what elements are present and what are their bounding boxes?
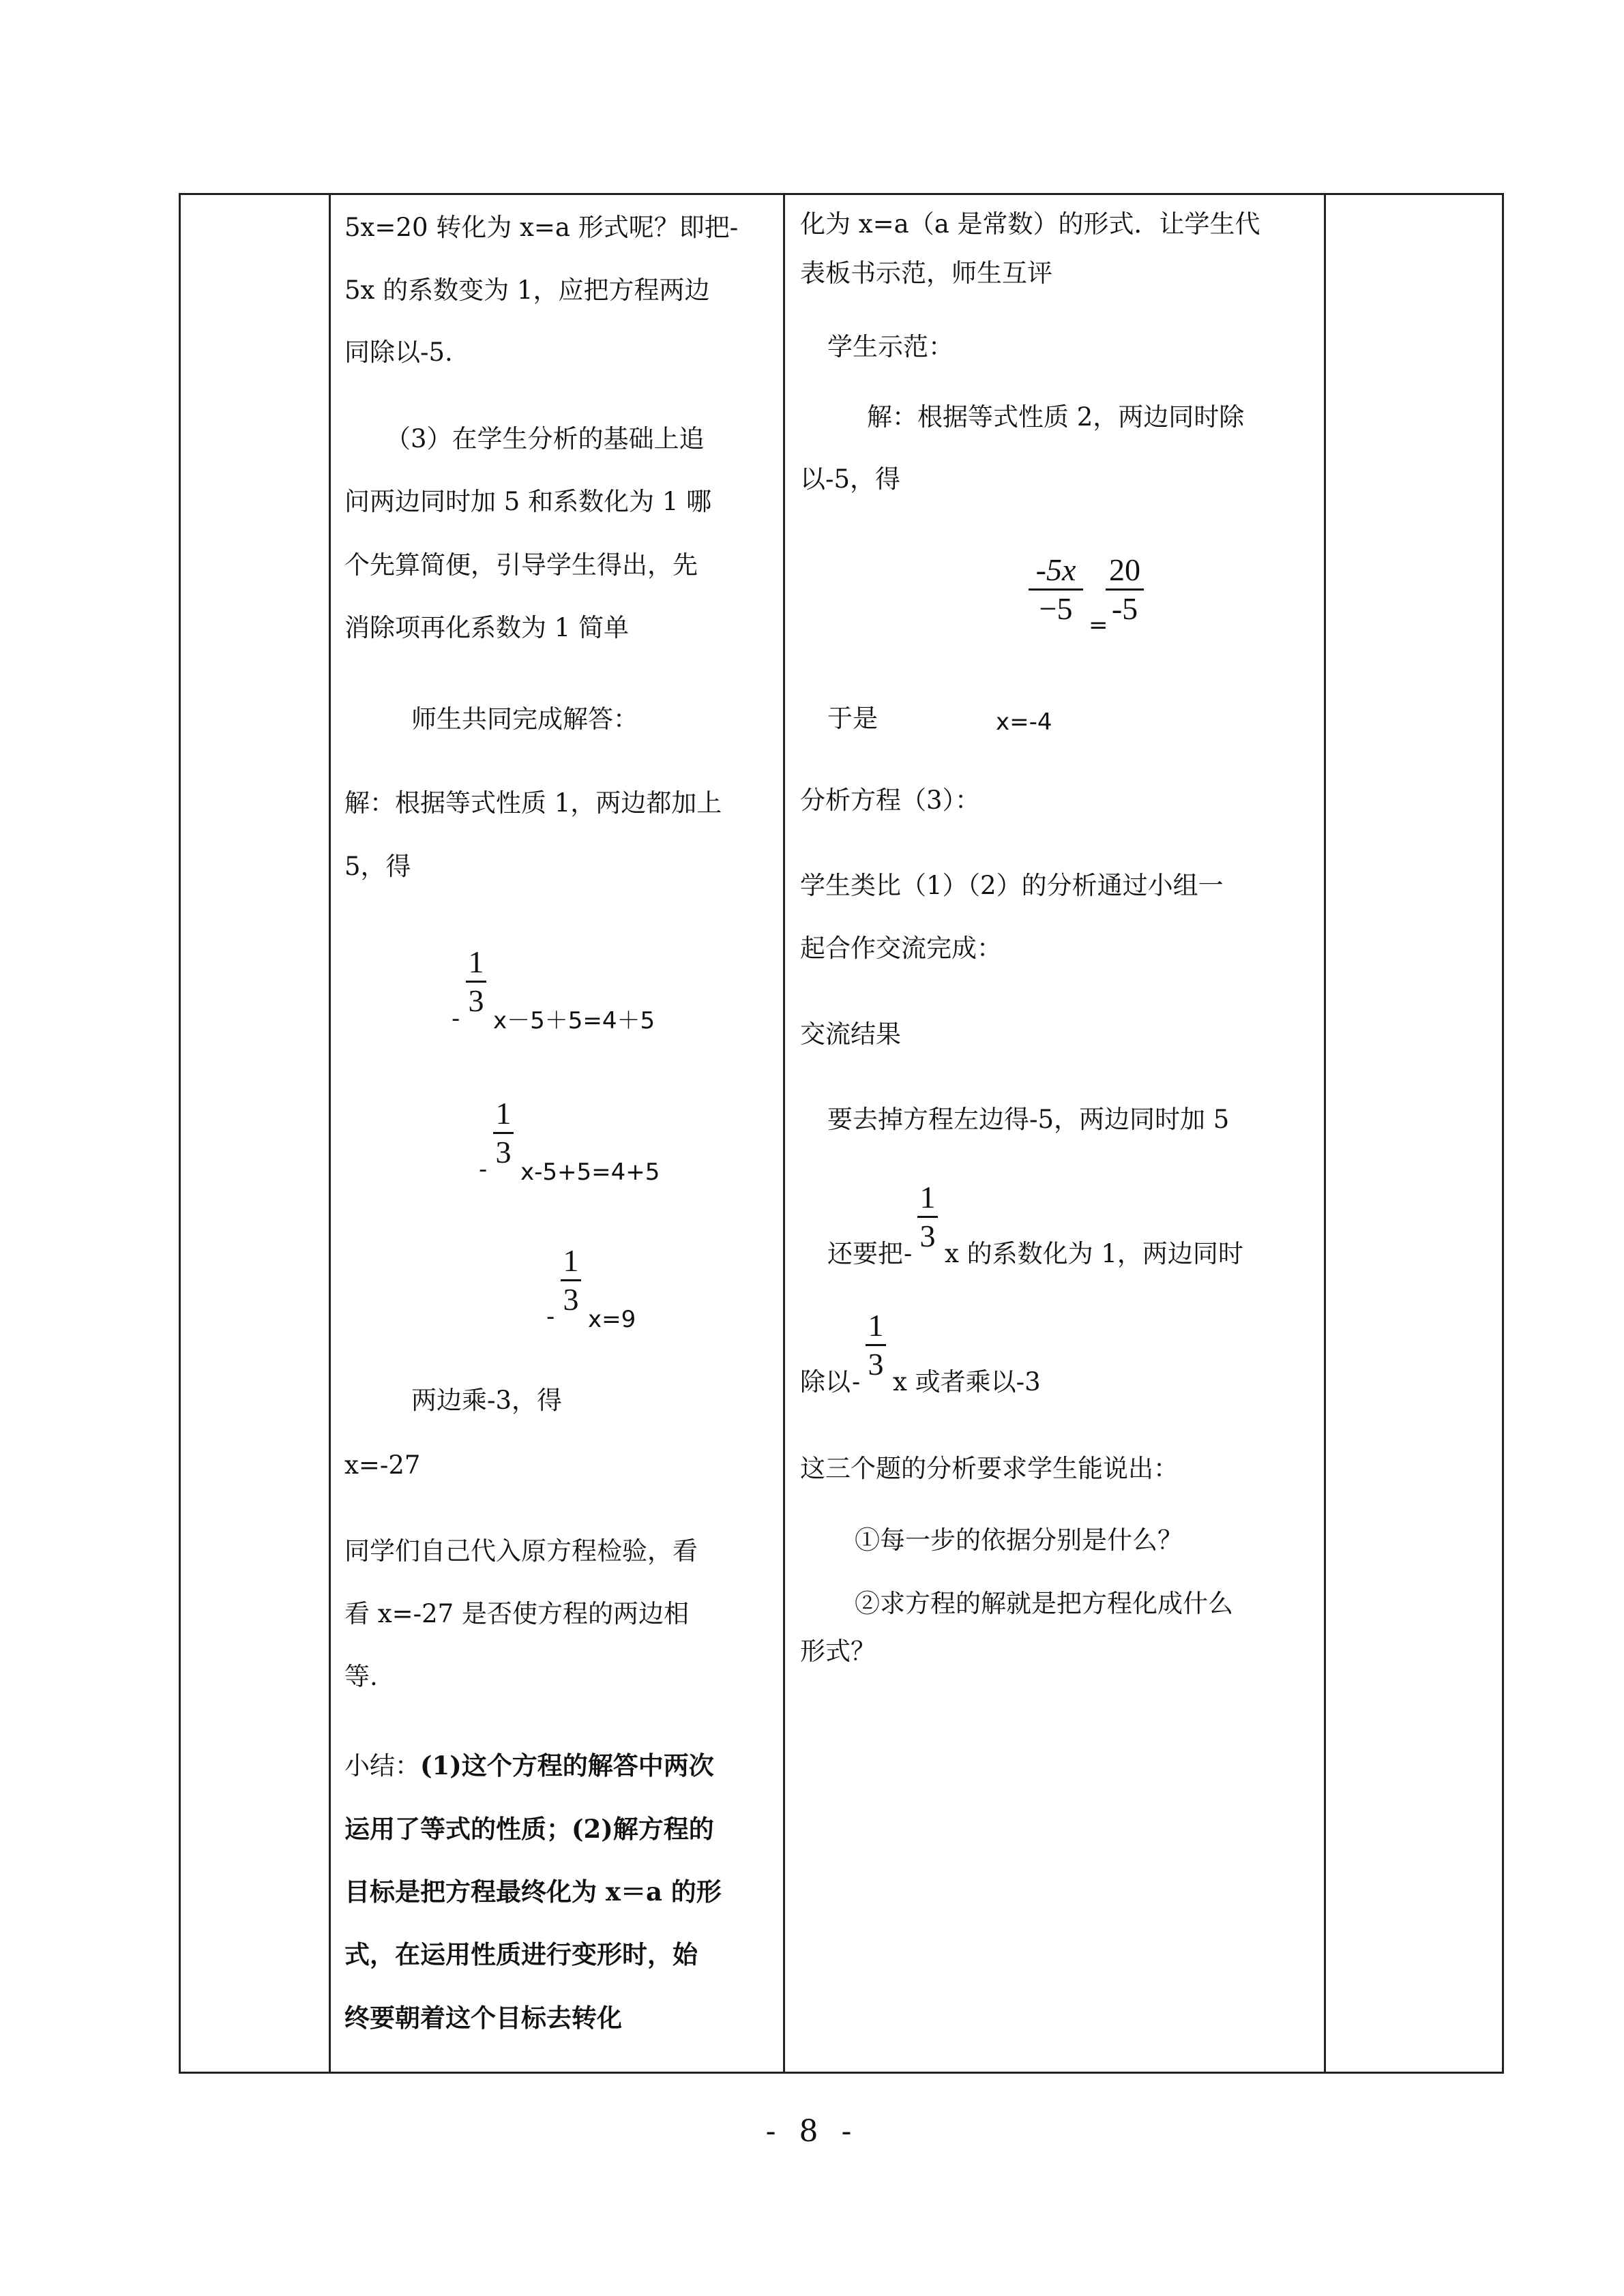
text-line: 学生示范： (827, 332, 954, 361)
fraction-bar (561, 1279, 581, 1281)
fraction-numerator: 1 (919, 1180, 936, 1214)
text-line: 师生共同完成解答： (411, 704, 638, 734)
column-divider (1324, 195, 1326, 2072)
text-line: 消除项再化系数为 1 简单 (344, 613, 630, 642)
minus-sign: - (546, 1303, 555, 1330)
minus-sign: - (852, 1369, 861, 1396)
fraction-bar (1029, 588, 1083, 591)
text-line: ②求方程的解就是把方程化成什么 (855, 1589, 1233, 1618)
text-line: 分析方程（3）： (800, 786, 981, 815)
summary-line: 目标是把方程最终化为 x＝a 的形 (344, 1877, 722, 1907)
fraction-left (1029, 553, 1083, 626)
fraction-numerator: 1 (563, 1243, 579, 1278)
fraction-one-third (866, 1309, 886, 1382)
text-line: x 的系数化为 1，两边同时 (945, 1239, 1243, 1268)
fraction-one-third (466, 945, 486, 1018)
text-line: 还要把 (827, 1239, 903, 1268)
text-line: x 或者乘以-3 (893, 1367, 1041, 1397)
text-line: 5x=20 转化为 x=a 形式呢？即把- (344, 213, 739, 242)
text-line: 于是 (827, 704, 878, 733)
fraction-numerator: 20 (1109, 552, 1140, 587)
fraction-bar (917, 1216, 938, 1218)
fraction-bar (1106, 588, 1144, 591)
summary-line: 运用了等式的性质；(2)解方程的 (344, 1814, 714, 1844)
text-line: （3）在学生分析的基础上追 (385, 424, 705, 453)
text-line: x=-27 (344, 1450, 421, 1480)
equation-rest: x-5+5=4+5 (520, 1159, 660, 1186)
fraction-bar (466, 981, 486, 983)
fraction-one-third (493, 1097, 514, 1169)
equation-rest: x－5＋5=4＋5 (493, 1007, 655, 1034)
text-line: 表板书示范，师生互评 (800, 258, 1052, 288)
text-line: 问两边同时加 5 和系数化为 1 哪 (344, 487, 712, 516)
fraction-numerator: 1 (495, 1096, 512, 1131)
equals-sign: = (1089, 612, 1108, 639)
minus-sign: - (452, 1005, 460, 1032)
text-line: 同学们自己代入原方程检验，看 (344, 1536, 698, 1566)
fraction-denominator: 3 (919, 1219, 936, 1253)
text-line: 5x 的系数变为 1，应把方程两边 (344, 275, 710, 305)
text-line: 形式？ (800, 1637, 876, 1666)
fraction-bar (866, 1344, 886, 1346)
fraction-numerator: -5x (1035, 552, 1076, 587)
fraction-denominator: -5 (1111, 591, 1138, 626)
fraction-denominator: 3 (468, 983, 484, 1018)
text-line: 除以 (800, 1367, 851, 1397)
text-line: 以-5，得 (800, 464, 901, 494)
lesson-table (179, 193, 1504, 2074)
text-line: 解：根据等式性质 2，两边同时除 (867, 402, 1245, 432)
teacher-activity-cell (344, 195, 774, 2072)
text-line: 学生类比（1）（2）的分析通过小组一 (800, 871, 1224, 900)
fraction-denominator: 3 (495, 1135, 512, 1169)
fraction-one-third (917, 1180, 938, 1253)
text-line: 解：根据等式性质 1，两边都加上 (344, 788, 722, 818)
text-line: 看 x=-27 是否使方程的两边相 (344, 1599, 689, 1628)
text-line: 要去掉方程左边得-5，两边同时加 5 (827, 1105, 1230, 1134)
summary-line (344, 1750, 714, 1782)
fraction-denominator: 3 (868, 1347, 884, 1382)
fraction-denominator: 3 (563, 1282, 579, 1317)
text-line: 这三个题的分析要求学生能说出： (800, 1454, 1179, 1483)
equation-rest: x=9 (588, 1306, 636, 1333)
text-line: 交流结果 (800, 1019, 901, 1049)
solution-value: x=-4 (996, 709, 1052, 736)
text-line: 起合作交流完成： (800, 934, 1002, 963)
minus-sign: - (479, 1156, 488, 1183)
summary-line: 式，在运用性质进行变形时，始 (344, 1939, 698, 1969)
column-divider (329, 195, 331, 2072)
fraction-numerator: 1 (868, 1308, 884, 1343)
text-line: 个先算简便，引导学生得出，先 (344, 550, 698, 580)
text-line: 等. (344, 1662, 378, 1691)
page-number: - 8 - (765, 2114, 859, 2149)
fraction-one-third (561, 1244, 581, 1317)
minus-sign: - (904, 1240, 913, 1268)
text-line: 两边乘-3，得 (411, 1386, 563, 1415)
text-line: 5，得 (344, 852, 411, 881)
summary-prefix: 小结： (344, 1751, 420, 1780)
text-line: 化为 x=a（a 是常数）的形式．让学生代 (800, 209, 1260, 239)
column-divider (783, 195, 785, 2072)
fraction-bar (493, 1132, 514, 1134)
text-line: 同除以-5. (344, 338, 453, 367)
fraction-right (1106, 553, 1144, 626)
summary-line: 终要朝着这个目标去转化 (344, 2003, 622, 2033)
summary-text: (1)这个方程的解答中两次 (420, 1750, 714, 1780)
text-line: ①每一步的依据分别是什么？ (855, 1525, 1183, 1555)
fraction-numerator: 1 (468, 944, 484, 979)
student-activity-cell (800, 195, 1318, 2072)
fraction-denominator: −5 (1039, 591, 1073, 626)
